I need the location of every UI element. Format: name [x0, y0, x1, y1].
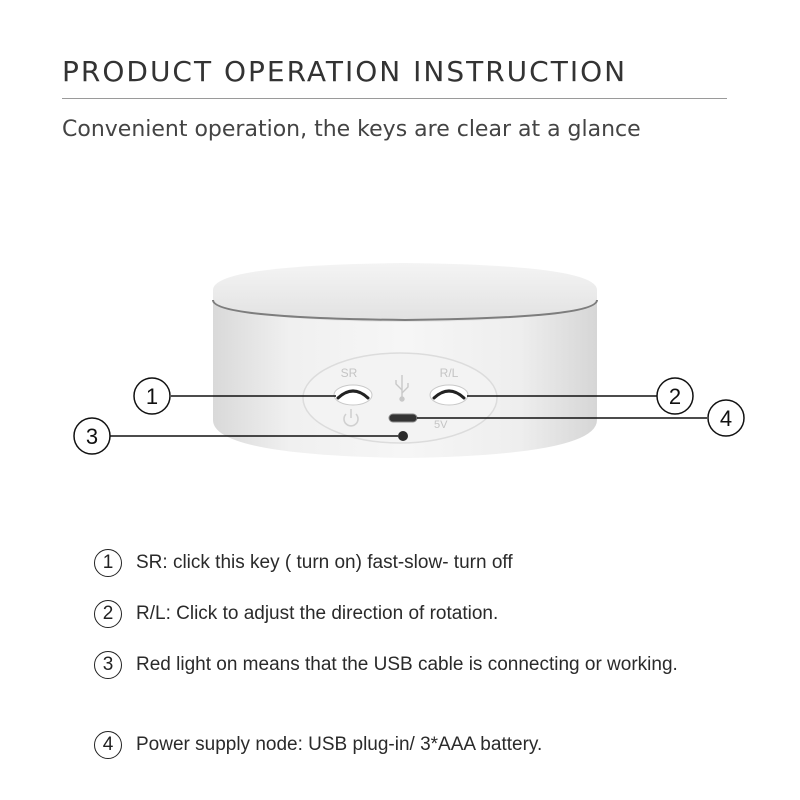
callout-2: [657, 378, 693, 414]
port-voltage-label: 5V: [434, 419, 448, 431]
turntable-top-plate: [213, 263, 597, 320]
instruction-number: 4: [94, 731, 122, 759]
callout-4: [708, 400, 744, 436]
usb-c-port[interactable]: [389, 414, 417, 422]
instruction-item: [94, 731, 696, 759]
instruction-item: [94, 651, 696, 679]
instruction-text: Red light on means that the USB cable is connecting or working.: [136, 654, 678, 675]
instruction-number: 3: [94, 651, 122, 679]
rl-button-label: R/L: [439, 366, 459, 380]
page-subtitle: Convenient operation, the keys are clear at a glance: [62, 117, 641, 142]
instruction-item: [94, 549, 696, 577]
page-title: PRODUCT OPERATION INSTRUCTION: [62, 55, 628, 88]
indicator-light: [398, 431, 408, 441]
svg-text:2: 2: [668, 384, 682, 409]
instruction-number: 1: [94, 549, 122, 577]
instruction-text: R/L: Click to adjust the direction of rotation.: [136, 603, 499, 624]
rl-button[interactable]: [430, 385, 468, 405]
instruction-text: Power supply node: USB plug-in/ 3*AAA battery.: [136, 734, 543, 755]
svg-text:3: 3: [85, 424, 99, 449]
sr-button-label: SR: [340, 366, 358, 380]
svg-text:1: 1: [145, 384, 159, 409]
instruction-item: [94, 600, 696, 628]
instruction-number: 2: [94, 600, 122, 628]
instruction-text: SR: click this key ( turn on) fast-slow- turn off: [136, 552, 513, 573]
callout-1: [134, 378, 170, 414]
svg-text:4: 4: [719, 406, 733, 431]
sr-button[interactable]: [334, 385, 372, 405]
callout-3: [74, 418, 110, 454]
